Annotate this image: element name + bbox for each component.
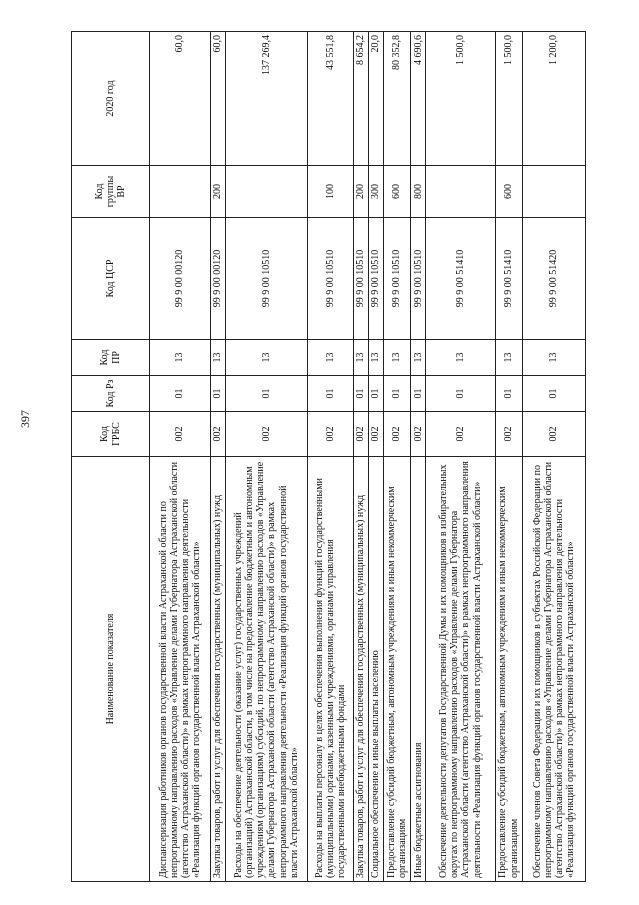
cell-vr bbox=[225, 166, 307, 218]
cell-rz: 01 bbox=[411, 376, 426, 412]
cell-rz: 01 bbox=[150, 376, 211, 412]
cell-csr: 99 9 00 00120 bbox=[210, 218, 225, 340]
cell-grbs: 002 bbox=[307, 412, 353, 457]
table-row bbox=[354, 32, 369, 882]
cell-grbs: 002 bbox=[210, 412, 225, 457]
cell-csr: 99 9 00 10510 bbox=[383, 218, 410, 340]
header-amount: 2020 год bbox=[72, 32, 150, 166]
cell-pr: 13 bbox=[383, 340, 410, 376]
cell-vr: 100 bbox=[307, 166, 353, 218]
cell-vr: 200 bbox=[210, 166, 225, 218]
cell-pr: 13 bbox=[522, 340, 585, 376]
cell-name: Расходы на выплаты персоналу в целях обеспечения выполнения функций государственными (муниципальными) органами, казенными учреждениями, органами управления государственными внебюджетными фондами bbox=[307, 457, 353, 882]
header-pr: Код ПР bbox=[72, 340, 150, 376]
cell-vr: 800 bbox=[411, 166, 426, 218]
page-number: 397 bbox=[18, 410, 32, 428]
cell-csr: 99 9 00 51410 bbox=[426, 218, 495, 340]
cell-rz: 01 bbox=[307, 376, 353, 412]
table-row bbox=[210, 32, 225, 882]
cell-amount: 60,0 bbox=[210, 32, 225, 166]
rotated-page bbox=[71, 32, 586, 882]
cell-grbs: 002 bbox=[522, 412, 585, 457]
cell-amount: 43 551,8 bbox=[307, 32, 353, 166]
cell-name: Диспансеризация работников органов государственной власти Астраханской области по непрограммному направлению расходов «Управление делами Губернатора Астраханской области (агентство Астраханской области)» в рамках непрограммного направления деятельности «Реализация функций органов государственной власти Астраханской области» bbox=[150, 457, 211, 882]
cell-name: Расходы на обеспечение деятельности (оказание услуг) государственных учреждений (организаций) Астраханской области, в том числе на предоставление бюджетным и автономным учреждениям (организациям) субсидий, по непрограммному направлению расходов «Управление делами Губернатора Астраханской области (агентство Астраханской области)» в рамках непрограммного направления деятельности «Реализация функций органов государственной власти Астраханской области» bbox=[225, 457, 307, 882]
cell-grbs: 002 bbox=[426, 412, 495, 457]
cell-csr: 99 9 00 51420 bbox=[522, 218, 585, 340]
cell-amount: 8 654,2 bbox=[354, 32, 369, 166]
cell-amount: 1 200,0 bbox=[522, 32, 585, 166]
table-row bbox=[369, 32, 384, 882]
cell-rz: 01 bbox=[354, 376, 369, 412]
header-rz: Код Рз bbox=[72, 376, 150, 412]
cell-name: Предоставление субсидий бюджетным, автономным учреждениям и иным некоммерческим организациям bbox=[495, 457, 522, 882]
cell-csr: 99 9 00 10510 bbox=[411, 218, 426, 340]
cell-name: Обеспечение деятельности депутатов Государственной Думы и их помощников в избирательных округах по непрограммному направлению расходов «Управление делами Губернатора Астраханской области (агентство Астраханской области)» в рамках непрограммного направления деятельности «Реализация функций органов государственной власти Астраханской области» bbox=[426, 457, 495, 882]
cell-rz: 01 bbox=[225, 376, 307, 412]
cell-vr: 300 bbox=[369, 166, 384, 218]
cell-vr bbox=[522, 166, 585, 218]
cell-pr: 13 bbox=[411, 340, 426, 376]
header-grbs: Код ГРБС bbox=[72, 412, 150, 457]
cell-amount: 60,0 bbox=[150, 32, 211, 166]
cell-amount: 137 269,4 bbox=[225, 32, 307, 166]
cell-rz: 01 bbox=[369, 376, 384, 412]
cell-name: Закупка товаров, работ и услуг для обеспечения государственных (муниципальных) нужд bbox=[210, 457, 225, 882]
cell-csr: 99 9 00 10510 bbox=[354, 218, 369, 340]
cell-amount: 4 690,6 bbox=[411, 32, 426, 166]
table-header-row bbox=[72, 32, 150, 882]
table-row bbox=[411, 32, 426, 882]
cell-vr: 600 bbox=[383, 166, 410, 218]
cell-rz: 01 bbox=[426, 376, 495, 412]
cell-pr: 13 bbox=[369, 340, 384, 376]
table-row bbox=[522, 32, 585, 882]
cell-rz: 01 bbox=[522, 376, 585, 412]
cell-pr: 13 bbox=[495, 340, 522, 376]
header-name: Наименование показателя bbox=[72, 457, 150, 882]
cell-name: Предоставление субсидий бюджетным, автономным учреждениям и иным некоммерческим организациям bbox=[383, 457, 410, 882]
cell-rz: 01 bbox=[495, 376, 522, 412]
cell-csr: 99 9 00 51410 bbox=[495, 218, 522, 340]
cell-amount: 20,0 bbox=[369, 32, 384, 166]
header-vr: Код группы ВР bbox=[72, 166, 150, 218]
cell-vr bbox=[150, 166, 211, 218]
cell-vr bbox=[426, 166, 495, 218]
table-row bbox=[225, 32, 307, 882]
cell-csr: 99 9 00 10510 bbox=[225, 218, 307, 340]
table-row bbox=[307, 32, 353, 882]
cell-grbs: 002 bbox=[354, 412, 369, 457]
cell-pr: 13 bbox=[354, 340, 369, 376]
cell-name: Социальное обеспечение и иные выплаты населению bbox=[369, 457, 384, 882]
cell-rz: 01 bbox=[383, 376, 410, 412]
cell-grbs: 002 bbox=[495, 412, 522, 457]
cell-pr: 13 bbox=[225, 340, 307, 376]
cell-grbs: 002 bbox=[369, 412, 384, 457]
cell-csr: 99 9 00 10510 bbox=[307, 218, 353, 340]
header-csr: Код ЦСР bbox=[72, 218, 150, 340]
cell-vr: 600 bbox=[495, 166, 522, 218]
table-row bbox=[426, 32, 495, 882]
cell-pr: 13 bbox=[307, 340, 353, 376]
cell-amount: 80 352,8 bbox=[383, 32, 410, 166]
cell-name: Закупка товаров, работ и услуг для обеспечения государственных (муниципальных) нужд bbox=[354, 457, 369, 882]
cell-csr: 99 9 00 10510 bbox=[369, 218, 384, 340]
cell-name: Обеспечение членов Совета Федерации и их помощников в субъектах Российской Федерации по непрограммному направлению расходов «Управление делами Губернатора Астраханской области (агентство Астраханской области)» в рамках непрограммного направления деятельности «Реализация функций органов государственной власти Астраханской области» bbox=[522, 457, 585, 882]
cell-amount: 1 500,0 bbox=[495, 32, 522, 166]
cell-grbs: 002 bbox=[225, 412, 307, 457]
cell-vr: 200 bbox=[354, 166, 369, 218]
cell-csr: 99 9 00 00120 bbox=[150, 218, 211, 340]
cell-pr: 13 bbox=[426, 340, 495, 376]
table-row bbox=[495, 32, 522, 882]
cell-amount: 1 500,0 bbox=[426, 32, 495, 166]
table-row bbox=[150, 32, 211, 882]
cell-grbs: 002 bbox=[150, 412, 211, 457]
cell-grbs: 002 bbox=[383, 412, 410, 457]
cell-pr: 13 bbox=[210, 340, 225, 376]
cell-pr: 13 bbox=[150, 340, 211, 376]
table-row bbox=[383, 32, 410, 882]
budget-table bbox=[71, 31, 586, 882]
cell-grbs: 002 bbox=[411, 412, 426, 457]
cell-rz: 01 bbox=[210, 376, 225, 412]
cell-name: Иные бюджетные ассигнования bbox=[411, 457, 426, 882]
